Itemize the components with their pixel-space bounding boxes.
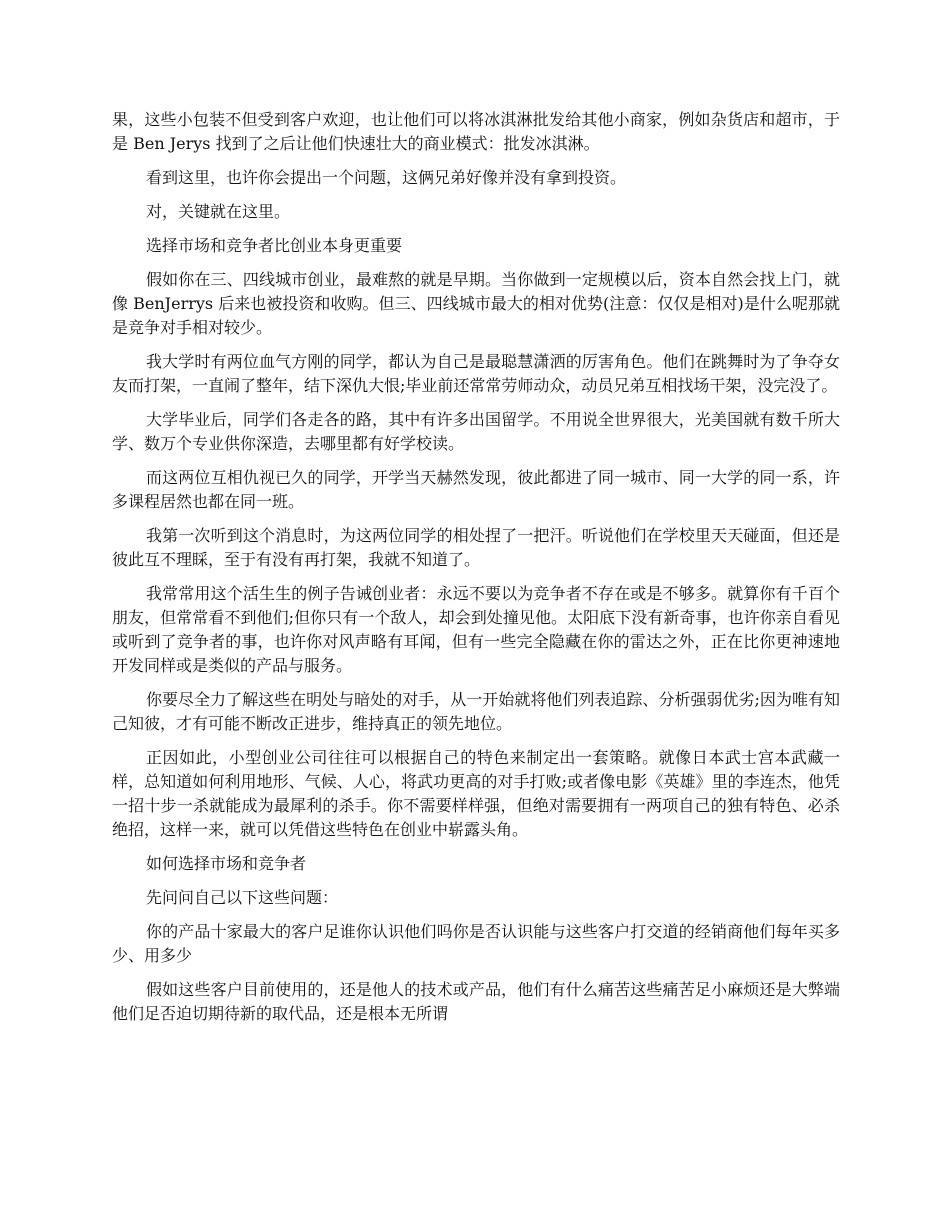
paragraph: 假如你在三、四线城市创业，最难熬的就是早期。当你做到一定规模以后，资本自然会找上门，就像 BenJerrys 后来也被投资和收购。但三、四线城市最大的相对优势(注意：仅仅是相对)是什么呢那就是竞争对手相对较少。 [112,270,840,337]
paragraph: 先问问自己以下这些问题： [146,888,339,907]
section-heading: 如何选择市场和竞争者 [146,854,307,873]
paragraph: 我大学时有两位血气方刚的同学，都认为自己是最聪慧潇洒的厉害角色。他们在跳舞时为了争夺女友而打架，一直闹了整年，结下深仇大恨;毕业前还常常劳师动众，动员兄弟互相找场干架，没完没了。 [112,352,840,395]
paragraph: 假如这些客户目前使用的，还是他人的技术或产品，他们有什么痛苦这些痛苦足小麻烦还是大弊端他们足否迫切期待新的取代品，还是根本无所谓 [112,980,840,1023]
document-body [112,108,840,1036]
paragraph: 我第一次听到这个消息时，为这两位同学的相处捏了一把汗。听说他们在学校里天天碰面，但还是彼此互不理睬，至于有没有再打架，我就不知道了。 [112,526,840,569]
paragraph: 看到这里，也许你会提出一个问题，这俩兄弟好像并没有拿到投资。 [146,168,627,187]
paragraph: 对，关键就在这里。 [146,202,291,221]
paragraph: 你要尽全力了解这些在明处与暗处的对手，从一开始就将他们列表追踪、分析强弱优劣;因为唯有知己知彼，才有可能不断改正进步，维持真正的领先地位。 [112,690,840,733]
paragraph: 我常常用这个活生生的例子告诫创业者：永远不要以为竞争者不存在或是不够多。就算你有千百个朋友，但常常看不到他们;但你只有一个敌人，却会到处撞见他。太阳底下没有新奇事，也许你亲自看见或听到了竞争者的事，也许你对风声略有耳闻，但有一些完全隐藏在你的雷达之外，正在比你更神速地开发同样或是类似的产品与服务。 [112,584,840,675]
paragraph: 大学毕业后，同学们各走各的路，其中有许多出国留学。不用说全世界很大，光美国就有数千所大学、数万个专业供你深造，去哪里都有好学校读。 [112,410,840,453]
paragraph: 正因如此，小型创业公司往往可以根据自己的特色来制定出一套策略。就像日本武士宫本武藏一样，总知道如何利用地形、气候、人心，将武功更高的对手打败;或者像电影《英雄》里的李连杰，他凭一招十步一杀就能成为最犀利的杀手。你不需要样样强，但绝对需要拥有一两项自己的独有特色、必杀绝招，这样一来，就可以凭借这些特色在创业中崭露头角。 [112,748,840,839]
paragraph: 而这两位互相仇视已久的同学，开学当天赫然发现，彼此都进了同一城市、同一大学的同一系，许多课程居然也都在同一班。 [112,468,840,511]
section-heading: 选择市场和竞争者比创业本身更重要 [146,236,403,255]
paragraph-continuation: 果，这些小包装不但受到客户欢迎，也让他们可以将冰淇淋批发给其他小商家，例如杂货店和超市，于是 Ben Jerys 找到了之后让他们快速壮大的商业模式：批发冰淇淋。 [112,110,840,153]
paragraph: 你的产品十家最大的客户足谁你认识他们吗你是否认识能与这些客户打交道的经销商他们每年买多少、用多少 [112,922,840,965]
